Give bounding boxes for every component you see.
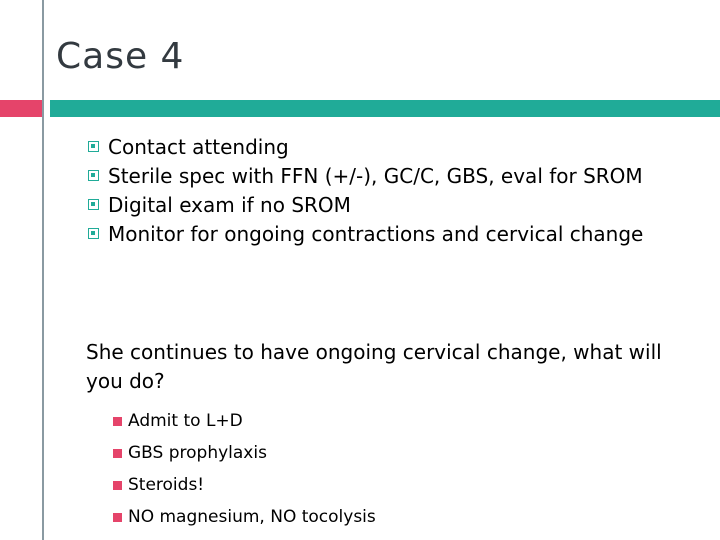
bullet-item	[88, 191, 688, 220]
question-paragraph: She continues to have ongoing cervical change, what will you do?	[86, 340, 662, 393]
sub-bullet-item	[113, 501, 613, 533]
box-bullet-icon	[88, 228, 99, 239]
slide-title: Case 4	[56, 36, 185, 77]
square-bullet-icon	[113, 449, 122, 458]
sub-bullet-item	[113, 437, 613, 469]
square-bullet-icon	[113, 417, 122, 426]
bullet-text: Contact attending	[108, 135, 289, 159]
box-bullet-icon	[88, 170, 99, 181]
square-bullet-icon	[113, 481, 122, 490]
square-bullet-icon	[113, 513, 122, 522]
bullet-list	[88, 133, 688, 249]
sub-bullet-list	[113, 405, 613, 533]
sub-bullet-item	[113, 469, 613, 501]
sub-bullet-text: Steroids!	[128, 475, 205, 495]
accent-bar-teal	[50, 100, 720, 117]
bullet-text: Sterile spec with FFN (+/-), GC/C, GBS, eval for SROM	[108, 164, 643, 188]
bullet-text: Monitor for ongoing contractions and cervical change	[108, 222, 644, 246]
accent-vertical-line	[42, 0, 44, 540]
bullet-item	[88, 220, 688, 249]
box-bullet-icon	[88, 199, 99, 210]
sub-bullet-text: NO magnesium, NO tocolysis	[128, 507, 376, 527]
bullet-text: Digital exam if no SROM	[108, 193, 351, 217]
bullet-item	[88, 162, 688, 191]
sub-bullet-text: Admit to L+D	[128, 411, 243, 431]
box-bullet-icon	[88, 141, 99, 152]
sub-bullet-item	[113, 405, 613, 437]
sub-bullet-text: GBS prophylaxis	[128, 443, 267, 463]
accent-bar-pink	[0, 100, 42, 117]
bullet-item	[88, 133, 688, 162]
